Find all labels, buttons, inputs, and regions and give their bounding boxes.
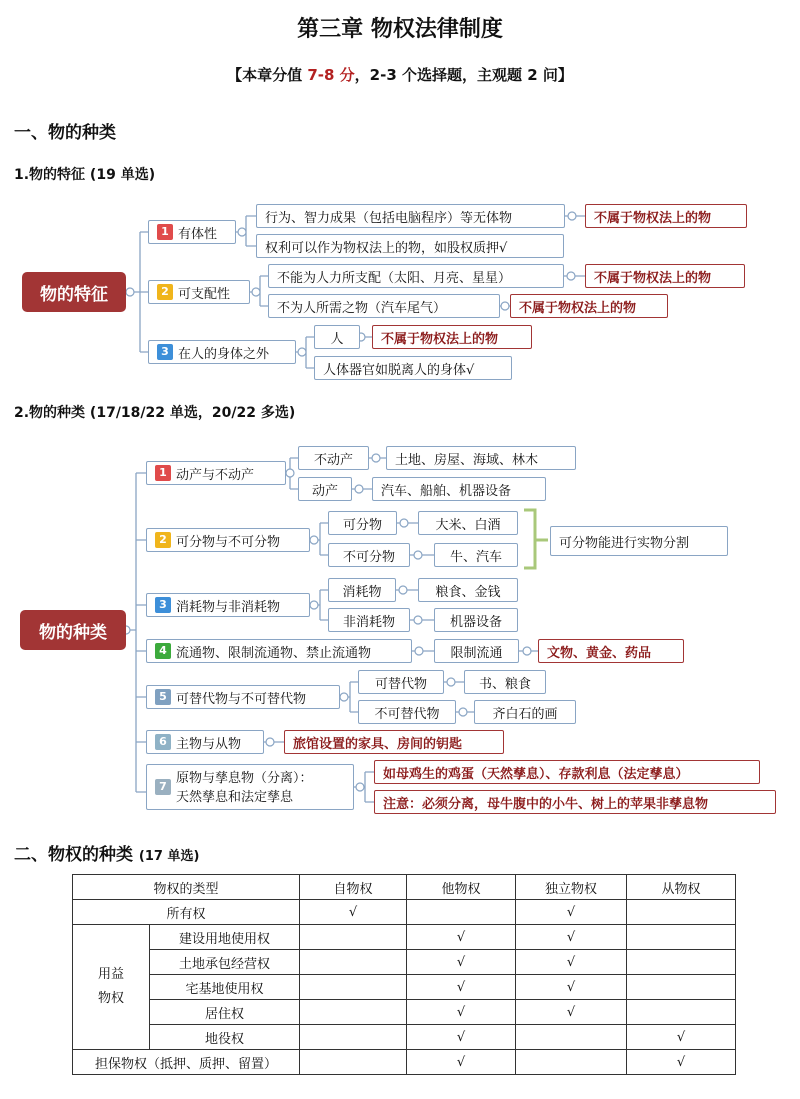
page-title: 第三章 物权法律制度: [297, 17, 503, 42]
check-cell: √: [627, 1050, 736, 1075]
map2-b4-c1: 限制流通: [434, 639, 519, 663]
number-badge: 7: [155, 779, 171, 795]
branch-label: 消耗物与非消耗物: [176, 599, 281, 615]
check-cell: [627, 925, 736, 950]
row-label: 宅基地使用权: [150, 975, 300, 1000]
map2-root: 物的种类: [20, 610, 126, 650]
check-cell: √: [407, 1000, 516, 1025]
check-cell: √: [407, 975, 516, 1000]
check-cell: [627, 1000, 736, 1025]
check-cell: √: [407, 925, 516, 950]
check-cell: [407, 900, 516, 925]
check-cell: √: [516, 900, 627, 925]
branch-label: 可替代物与不可替代物: [176, 691, 307, 707]
property-rights-table: [72, 874, 736, 1075]
branch-label: 有体性: [178, 226, 218, 242]
check-cell: √: [407, 950, 516, 975]
check-cell: [300, 950, 407, 975]
row-label: 土地承包经营权: [150, 950, 300, 975]
group-label-usufruct: 用益 物权: [73, 925, 150, 1050]
number-badge: 1: [157, 224, 173, 240]
row-label: 建设用地使用权: [150, 925, 300, 950]
number-badge: 2: [155, 532, 171, 548]
map2-b7-detail1: 如母鸡生的鸡蛋（天然孳息）、存款利息（法定孳息）: [374, 760, 760, 784]
score-suffix: ，2-3 个选择题，主观题 2 问】: [354, 66, 573, 84]
row-label: 居住权: [150, 1000, 300, 1025]
check-cell: [300, 1025, 407, 1050]
check-cell: [300, 925, 407, 950]
map2-b1-c2-detail: 汽车、船舶、机器设备: [372, 477, 546, 501]
check-cell: [300, 1000, 407, 1025]
map2-branch-divisible: [146, 528, 310, 552]
branch-label-line1: 原物与孳息物（分离）：: [176, 771, 313, 786]
map1-b3-child1: 人: [314, 325, 360, 349]
section2-heading-note: (17 单选): [138, 849, 200, 864]
number-badge: 4: [155, 643, 171, 659]
table-row: [73, 900, 736, 925]
number-badge: 5: [155, 689, 171, 705]
map2-b3-c2: 非消耗物: [328, 608, 410, 632]
map2-b2-c1: 可分物: [328, 511, 397, 535]
section1-heading: 一、物的种类: [14, 123, 116, 143]
table-row: [73, 925, 736, 950]
map1-b1-child2: 权利可以作为物权法上的物，如股权质押√: [256, 234, 564, 258]
header-cell: 从物权: [627, 875, 736, 900]
table-row: [73, 1000, 736, 1025]
map2-b2-note: 可分物能进行实物分割: [550, 526, 728, 556]
row-label: 地役权: [150, 1025, 300, 1050]
branch-label-line2: 天然孳息和法定孳息: [176, 790, 294, 805]
map2-branch-movable: [146, 461, 286, 485]
branch-label: 动产与不动产: [176, 467, 255, 483]
branch-label: 主物与从物: [176, 736, 242, 752]
table-row: [73, 1050, 736, 1075]
check-cell: √: [516, 925, 627, 950]
number-badge: 3: [155, 597, 171, 613]
check-cell: [627, 975, 736, 1000]
header-cell: 他物权: [407, 875, 516, 900]
map2-b3-c1: 消耗物: [328, 578, 396, 602]
section1-sub2: 2.物的种类 (17/18/22 单选，20/22 多选): [14, 405, 296, 421]
map2-b5-c2: 不可替代物: [358, 700, 456, 724]
map2-b2-c2: 不可分物: [328, 543, 410, 567]
map1-b2-note2: 不属于物权法上的物: [510, 294, 668, 318]
map2-branch-principal: [146, 730, 264, 754]
table-header-row: [73, 875, 736, 900]
map1-branch-external: [148, 340, 296, 364]
section2-heading-text: 二、物权的种类: [14, 845, 133, 865]
check-cell: √: [300, 900, 407, 925]
map1-b2-child1: 不能为人力所支配（太阳、月亮、星星）: [268, 264, 564, 288]
map2-b5-c2-detail: 齐白石的画: [474, 700, 576, 724]
check-cell: √: [516, 950, 627, 975]
number-badge: 6: [155, 734, 171, 750]
map1-b2-note1: 不属于物权法上的物: [585, 264, 745, 288]
branch-label: 流通物、限制流通物、禁止流通物: [176, 645, 372, 661]
check-cell: √: [516, 975, 627, 1000]
map2-b5-c1: 可替代物: [358, 670, 444, 694]
branch-label: 可分物与不可分物: [176, 534, 281, 550]
table-row: [73, 950, 736, 975]
check-cell: √: [407, 1050, 516, 1075]
header-cell: 物权的类型: [73, 875, 300, 900]
map2-branch-fungible: [146, 685, 340, 709]
map2-b1-c1-detail: 土地、房屋、海域、林木: [386, 446, 576, 470]
map1-b3-child2: 人体器官如脱离人的身体√: [314, 356, 512, 380]
map1-b3-note1: 不属于物权法上的物: [372, 325, 532, 349]
header-cell: 自物权: [300, 875, 407, 900]
branch-label: 在人的身体之外: [178, 346, 270, 362]
map2-b4-detail: 文物、黄金、药品: [538, 639, 684, 663]
map2-b7-detail2: 注意：必须分离，母牛腹中的小牛、树上的苹果非孳息物: [374, 790, 776, 814]
score-value: 7-8 分: [307, 66, 355, 84]
number-badge: 1: [155, 465, 171, 481]
map2-b6-detail: 旅馆设置的家具、房间的钥匙: [284, 730, 504, 754]
map2-branch-circulation: [146, 639, 412, 663]
map2-b3-c1-detail: 粮食、金钱: [418, 578, 518, 602]
check-cell: [300, 975, 407, 1000]
check-cell: √: [627, 1025, 736, 1050]
header-cell: 独立物权: [516, 875, 627, 900]
table-row: [73, 975, 736, 1000]
check-cell: [516, 1025, 627, 1050]
map2-branch-fruits: [146, 764, 354, 810]
map2-b2-c2-detail: 牛、汽车: [434, 543, 518, 567]
check-cell: √: [516, 1000, 627, 1025]
branch-label: 可支配性: [178, 286, 231, 302]
check-cell: √: [407, 1025, 516, 1050]
map1-branch-controllable: [148, 280, 250, 304]
map1-root: 物的特征: [22, 272, 126, 312]
check-cell: [516, 1050, 627, 1075]
map2-b3-c2-detail: 机器设备: [434, 608, 518, 632]
check-cell: [300, 1050, 407, 1075]
section1-sub1: 1.物的特征 (19 单选): [14, 167, 156, 183]
map1-b1-child1: 行为、智力成果（包括电脑程序）等无体物: [256, 204, 565, 228]
number-badge: 2: [157, 284, 173, 300]
map2-b1-c1: 不动产: [298, 446, 369, 470]
map1-b1-note1: 不属于物权法上的物: [585, 204, 747, 228]
map2-b2-c1-detail: 大米、白酒: [418, 511, 518, 535]
map1-branch-tangible: [148, 220, 236, 244]
section2-heading: [14, 840, 199, 865]
number-badge: 3: [157, 344, 173, 360]
map2-b5-c1-detail: 书、粮食: [464, 670, 546, 694]
map1-b2-child2: 不为人所需之物（汽车尾气）: [268, 294, 500, 318]
score-prefix: 【本章分值: [227, 66, 308, 84]
table-row: [73, 1025, 736, 1050]
row-label: 担保物权（抵押、质押、留置）: [73, 1050, 300, 1075]
check-cell: [627, 950, 736, 975]
map2-b1-c2: 动产: [298, 477, 352, 501]
check-cell: [627, 900, 736, 925]
map2-branch-consumable: [146, 593, 310, 617]
row-label: 所有权: [73, 900, 300, 925]
